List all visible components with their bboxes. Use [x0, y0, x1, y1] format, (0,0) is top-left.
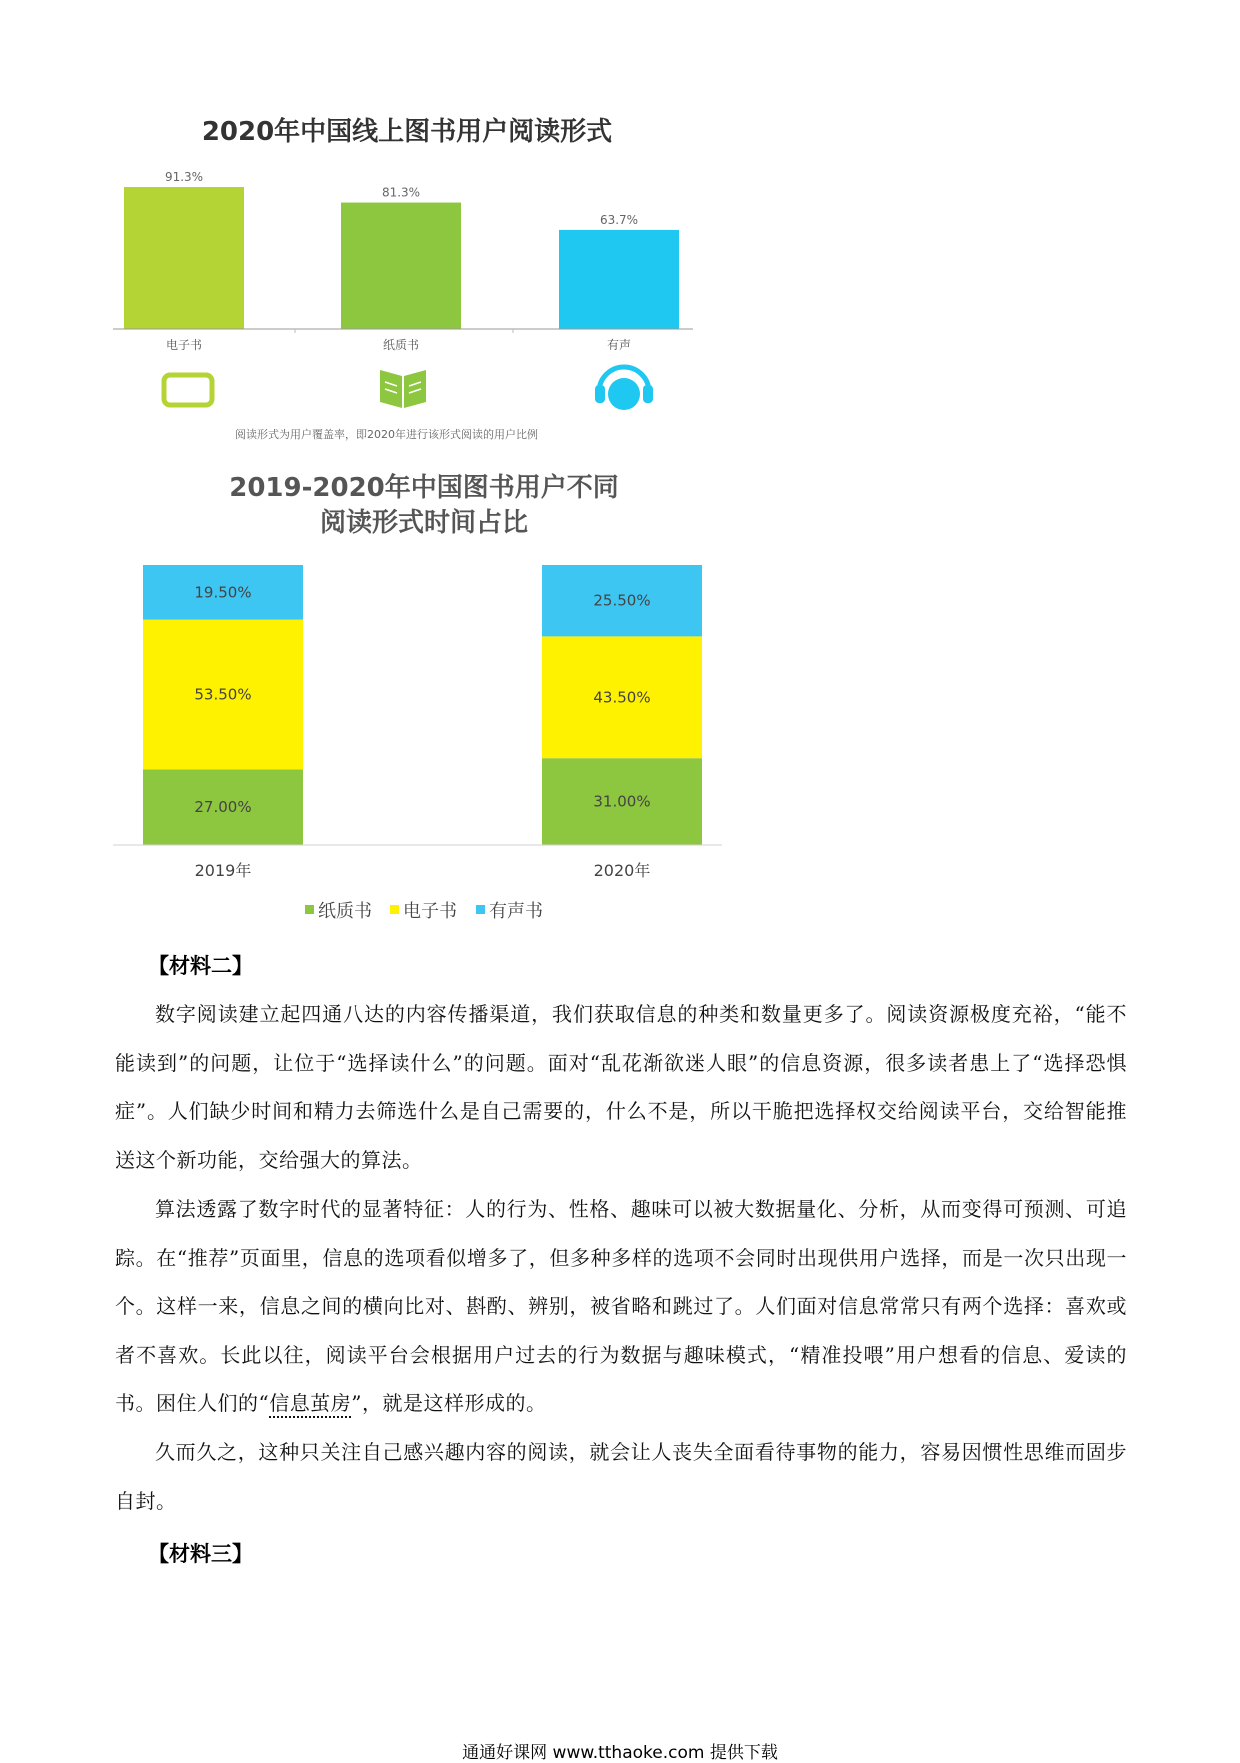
- paragraph-3-text: 久而久之，这种只关注自己感兴趣内容的阅读，就会让人丧失全面看待事物的能力，容易因惯性思维而固步自封。: [115, 1440, 1127, 1513]
- paragraph-2-emphasis: 信息茧房: [269, 1391, 352, 1416]
- chart2-category-label: 2019年: [194, 861, 252, 880]
- chart2-legend-label: 纸质书: [318, 901, 372, 922]
- chart1-note: 阅读形式为用户覆盖率，即2020年进行该形式阅读的用户比例: [235, 428, 538, 441]
- chart2-legend-label: 电子书: [403, 901, 457, 922]
- chart2-segment-label: 53.50%: [194, 685, 252, 704]
- chart2-segment-label: 25.50%: [593, 591, 651, 610]
- chart1-value-label: 81.3%: [381, 185, 421, 200]
- chart1-value-label: 91.3%: [164, 170, 204, 184]
- chart1-category-label: 纸质书: [382, 338, 420, 352]
- chart1-value-label: 63.7%: [599, 212, 639, 227]
- page-footer: 通通好课网 www.tthaoke.com 提供下载: [462, 1743, 778, 1763]
- paragraph-2: [115, 1185, 1127, 1428]
- chart2-legend-swatch: [476, 905, 485, 914]
- chart2-title-line2: 阅读形式时间占比: [319, 508, 529, 538]
- material-2-heading: 【材料二】: [148, 953, 253, 978]
- chart1-title: 2020年中国线上图书用户阅读形式: [201, 117, 613, 147]
- chart1-category-label: 电子书: [165, 338, 203, 352]
- paragraph-2-text-b: ”，就是这样形成的。: [351, 1391, 547, 1416]
- material-3-heading: 【材料三】: [148, 1541, 253, 1566]
- chart2-category-label: 2020年: [593, 861, 651, 880]
- chart2-legend-label: 有声书: [489, 901, 543, 922]
- paragraph-3: [115, 1428, 1127, 1525]
- chart2-segment-label: 43.50%: [593, 688, 651, 707]
- chart2-legend-swatch: [305, 905, 314, 914]
- paragraph-1: [115, 990, 1127, 1184]
- chart2-legend-swatch: [390, 905, 399, 914]
- chart1-category-label: 有声: [606, 338, 632, 352]
- paragraph-1-text: 数字阅读建立起四通八达的内容传播渠道，我们获取信息的种类和数量更多了。阅读资源极度充裕，“能不能读到”的问题，让位于“选择读什么”的问题。面对“乱花渐欲迷人眼”的信息资源，很多读者患上了“选择恐惧症”。人们缺少时间和精力去筛选什么是自己需要的，什么不是，所以干脆把选择权交给阅读平台，交给智能推送这个新功能，交给强大的算法。: [115, 1002, 1127, 1172]
- paragraph-2-text-a: 算法透露了数字时代的显著特征：人的行为、性格、趣味可以被大数据量化、分析，从而变得可预测、可追踪。在“推荐”页面里，信息的选项看似增多了，但多种多样的选项不会同时出现供用户选择，而是一次只出现一个。这样一来，信息之间的横向比对、斟酌、辨别，被省略和跳过了。人们面对信息常常只有两个选择：喜欢或者不喜欢。长此以往，阅读平台会根据用户过去的行为数据与趣味模式，“精准投喂”用户想看的信息、爱读的书。困住人们的“: [115, 1197, 1127, 1416]
- chart2-segment-label: 19.50%: [194, 583, 252, 602]
- chart2-segment-label: 27.00%: [194, 798, 252, 817]
- chart2-segment-label: 31.00%: [593, 792, 651, 811]
- chart2-title-line1: 2019-2020年中国图书用户不同: [229, 473, 619, 503]
